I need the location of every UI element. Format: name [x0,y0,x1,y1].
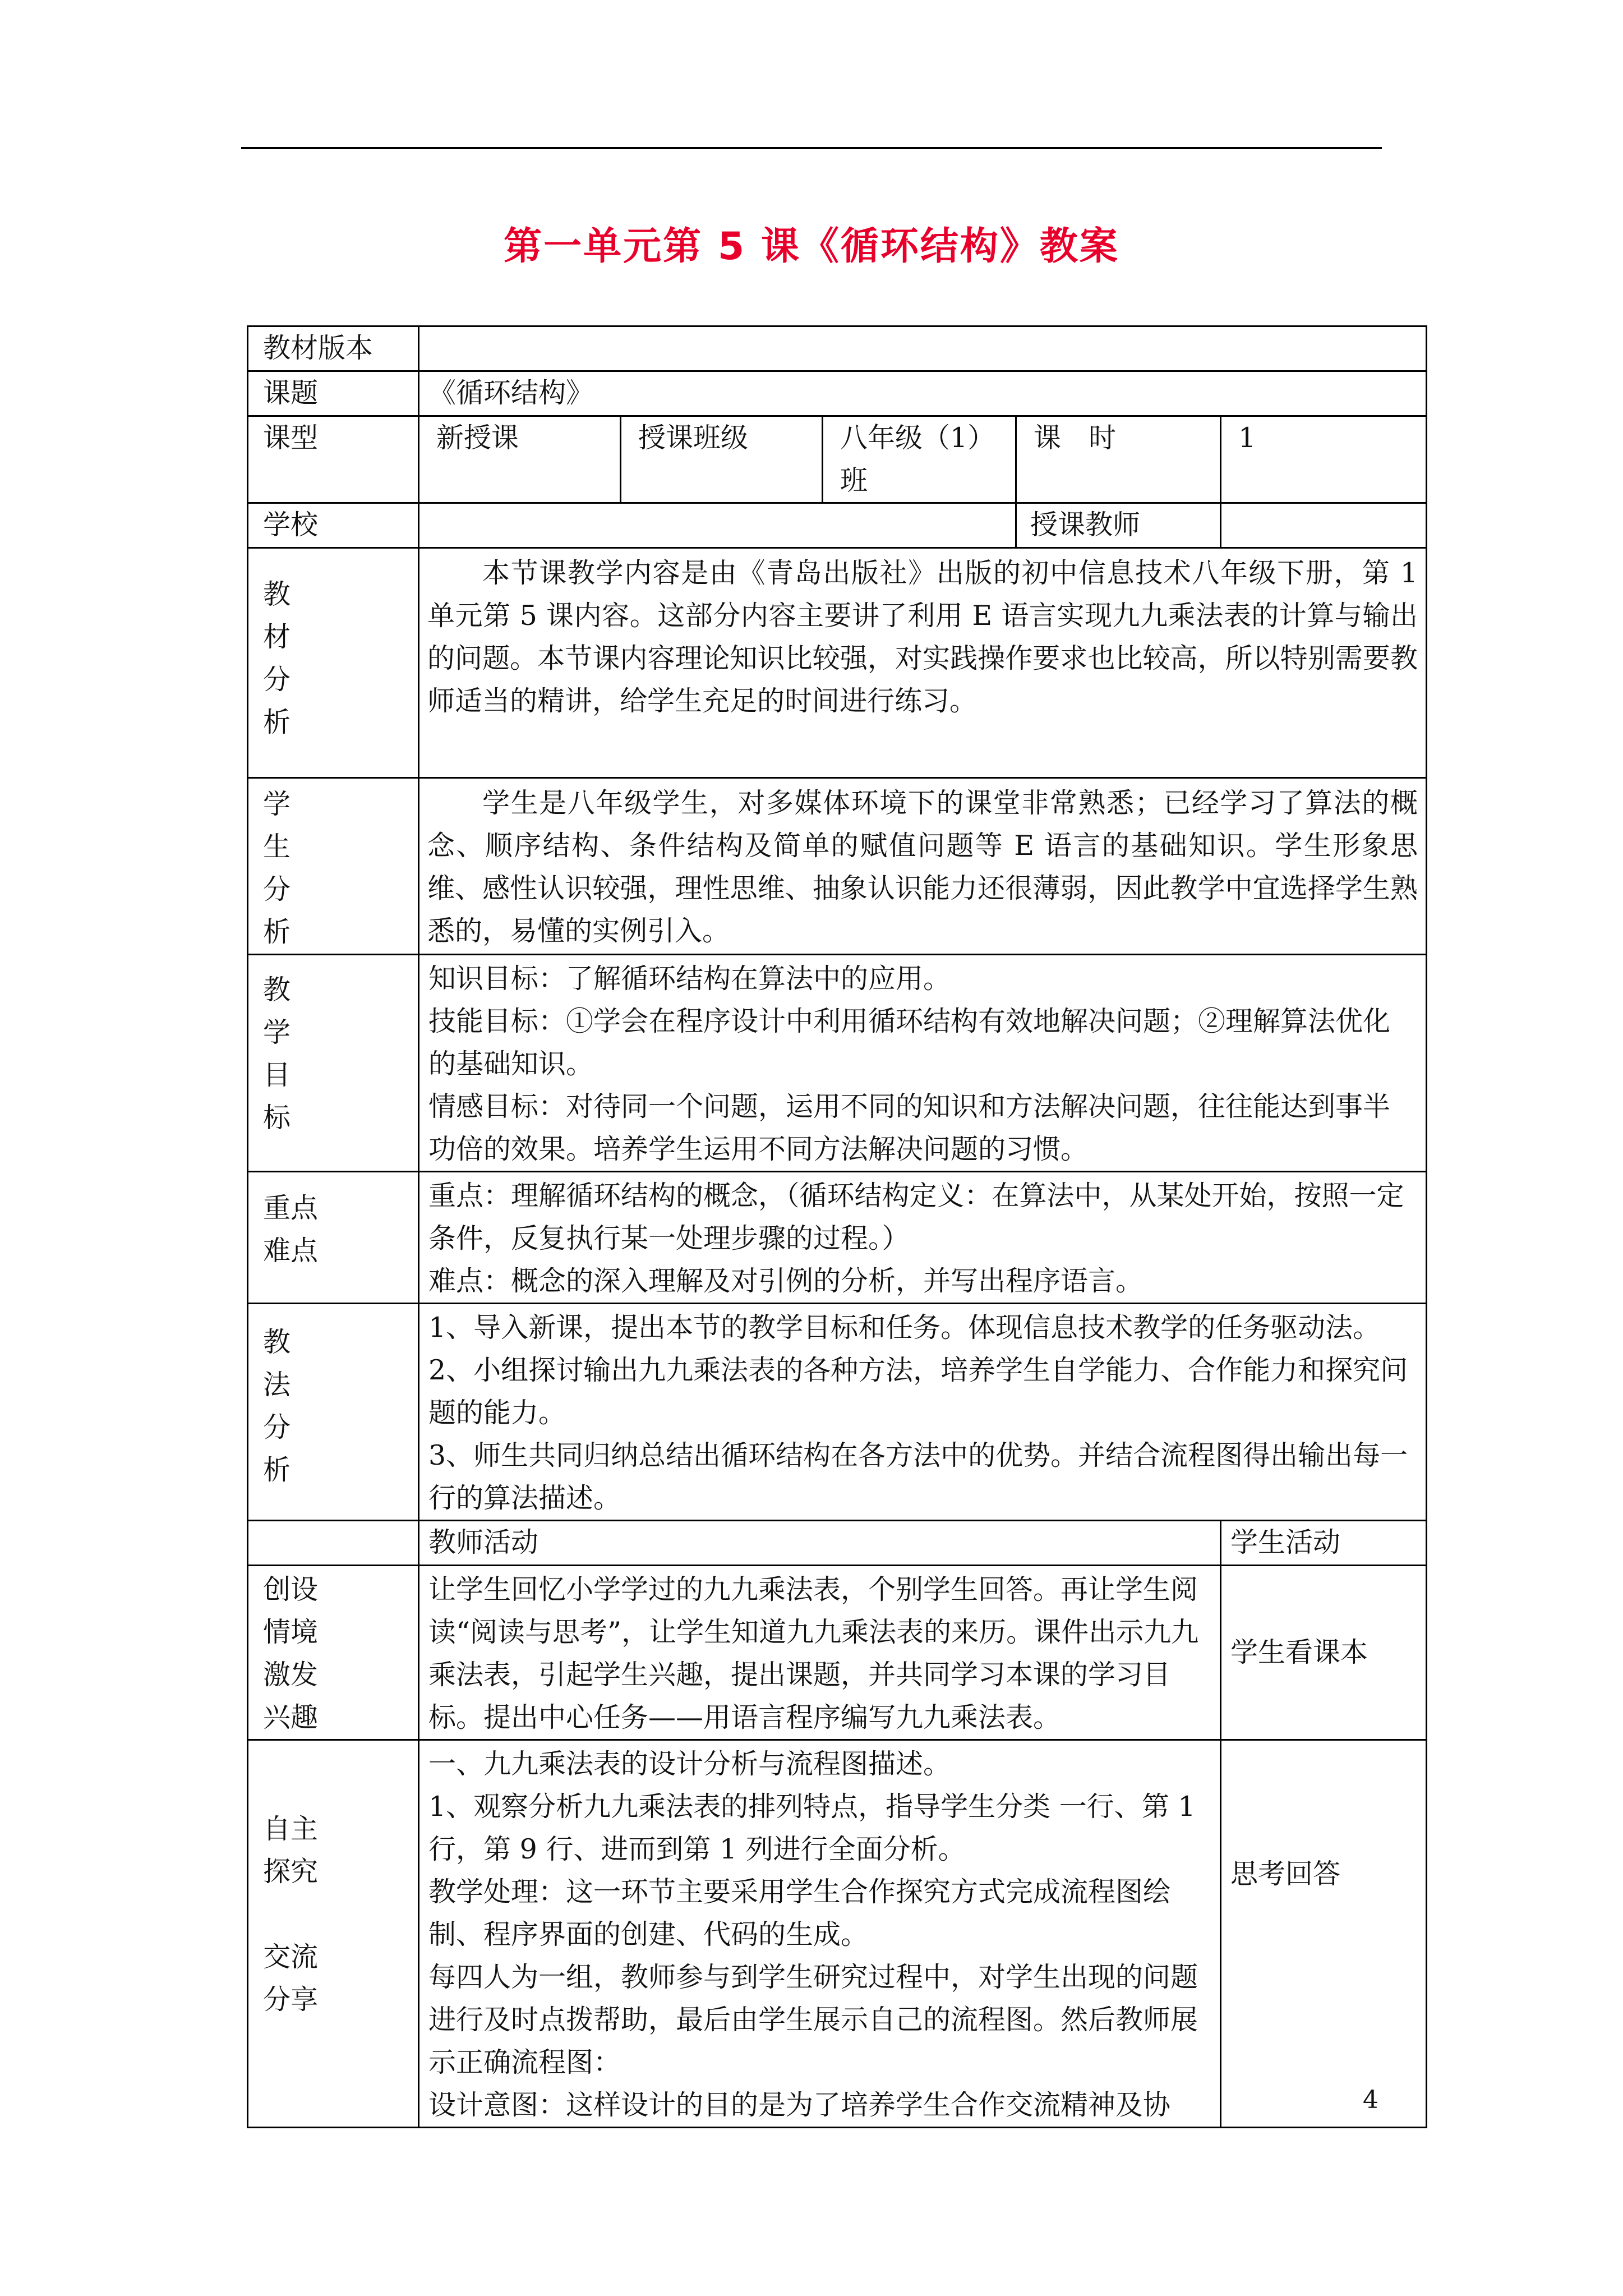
row-material-analysis [248,548,1427,778]
exploration-step: 一、九九乘法表的设计分析与流程图描述。 [428,1748,951,1780]
focus-difficulty-text [419,1172,1427,1304]
lesson-type-value: 新授课 [419,416,621,503]
teaching-goals-label: 教 学 目 标 [248,955,419,1172]
textbook-version-value [419,326,1427,371]
class-label: 授课班级 [621,416,823,503]
student-analysis-label: 学 生 分 析 [248,778,419,955]
row-activity-header [248,1521,1427,1566]
row-textbook-version [248,326,1427,371]
topic-value: 《循环结构》 [419,371,1427,416]
stage-exploration-label: 自主 探究 交流 分享 [248,1740,419,2128]
topic-label: 课题 [248,371,419,416]
student-activity-header: 学生活动 [1221,1521,1427,1566]
activity-header-blank [248,1521,419,1566]
goal-skill: 技能目标：①学会在程序设计中利用循环结构有效地解决问题；②理解算法优化的基础知识。 [428,1005,1391,1080]
stage-exploration-student: 思考回答 [1221,1740,1427,2128]
exploration-step: 设计意图：这样设计的目的是为了培养学生合作交流精神及协 [428,2089,1171,2121]
stage-introduction-label: 创设 情境 激发 兴趣 [248,1566,419,1740]
period-label: 课 时 [1016,416,1221,503]
stage-exploration-teacher [419,1740,1221,2128]
document-title: 第一单元第 5 课《循环结构》教案 [504,224,1119,269]
difficulty-point: 难点：概念的深入理解及对引例的分析，并写出程序语言。 [428,1265,1144,1297]
row-student-analysis [248,778,1427,955]
stage-introduction-teacher: 让学生回忆小学学过的九九乘法表，个别学生回答。再让学生阅读“阅读与思考”，让学生知道九九乘法表的来历。课件出示九九乘法表，引起学生兴趣，提出课题，并共同学习本课的学习目标。提出中心任务——用语言程序编写九九乘法表。 [419,1566,1221,1740]
material-analysis-text: 本节课教学内容是由《青岛出版社》出版的初中信息技术八年级下册，第 1 单元第 5 课内容。这部分内容主要讲了利用 E 语言实现九九乘法表的计算与输出的问题。本节课内容理论知识比较强，对实践操作要求也比较高，所以特别需要教师适当的精讲，给学生充足的时间进行练习。 [419,548,1427,778]
row-school [248,503,1427,548]
method-analysis-text [419,1304,1427,1521]
row-teaching-goals [248,955,1427,1172]
page-number: 4 [1363,2086,1378,2114]
focus-difficulty-label: 重点 难点 [248,1172,419,1304]
row-method-analysis [248,1304,1427,1521]
row-stage-introduction [248,1566,1427,1740]
exploration-step: 教学处理：这一环节主要采用学生合作探究方式完成流程图绘制、程序界面的创建、代码的生成。 [428,1876,1171,1950]
exploration-step: 每四人为一组，教师参与到学生研究过程中，对学生出现的问题进行及时点拨帮助，最后由学生展示自己的流程图。然后教师展示正确流程图： [428,1961,1198,2078]
exploration-step: 1、观察分析九九乘法表的排列特点，指导学生分类 一行、第 1 行，第 9 行、进而到第 1 列进行全面分析。 [428,1791,1196,1865]
focus-point: 重点：理解循环结构的概念，（循环结构定义：在算法中，从某处开始，按照一定条件，反复执行某一处理步骤的过程。） [428,1180,1404,1254]
lesson-type-label: 课型 [248,416,419,503]
method-item: 1、导入新课，提出本节的教学目标和任务。体现信息技术教学的任务驱动法。 [428,1312,1381,1343]
school-value [419,503,1016,548]
goal-knowledge: 知识目标：了解循环结构在算法中的应用。 [428,963,951,995]
student-analysis-text: 学生是八年级学生，对多媒体环境下的课堂非常熟悉；已经学习了算法的概念、顺序结构、条件结构及简单的赋值问题等 E 语言的基础知识。学生形象思维、感性认识较强，理性思维、抽象认识能力还很薄弱，因此教学中宜选择学生熟悉的，易懂的实例引入。 [419,778,1427,955]
method-analysis-label: 教 法 分 析 [248,1304,419,1521]
row-stage-exploration [248,1740,1427,2128]
goal-emotion: 情感目标：对待同一个问题，运用不同的知识和方法解决问题，往往能达到事半功倍的效果。培养学生运用不同方法解决问题的习惯。 [428,1091,1391,1165]
teacher-activity-header: 教师活动 [419,1521,1221,1566]
lesson-plan-table [247,325,1427,2128]
row-focus-difficulty [248,1172,1427,1304]
teacher-label: 授课教师 [1016,503,1221,548]
school-label: 学校 [248,503,419,548]
class-value: 八年级（1）班 [823,416,1016,503]
stage-introduction-student: 学生看课本 [1221,1566,1427,1740]
row-lesson-type [248,416,1427,503]
material-analysis-label: 教 材 分 析 [248,548,419,778]
row-topic [248,371,1427,416]
header-rule [241,147,1382,149]
method-item: 2、小组探讨输出九九乘法表的各种方法，培养学生自学能力、合作能力和探究问题的能力。 [428,1354,1408,1429]
method-item: 3、师生共同归纳总结出循环结构在各方法中的优势。并结合流程图得出输出每一行的算法描述。 [428,1439,1408,1514]
period-value: 1 [1221,416,1427,503]
teacher-value [1221,503,1427,548]
textbook-version-label: 教材版本 [248,326,419,371]
teaching-goals-text [419,955,1427,1172]
